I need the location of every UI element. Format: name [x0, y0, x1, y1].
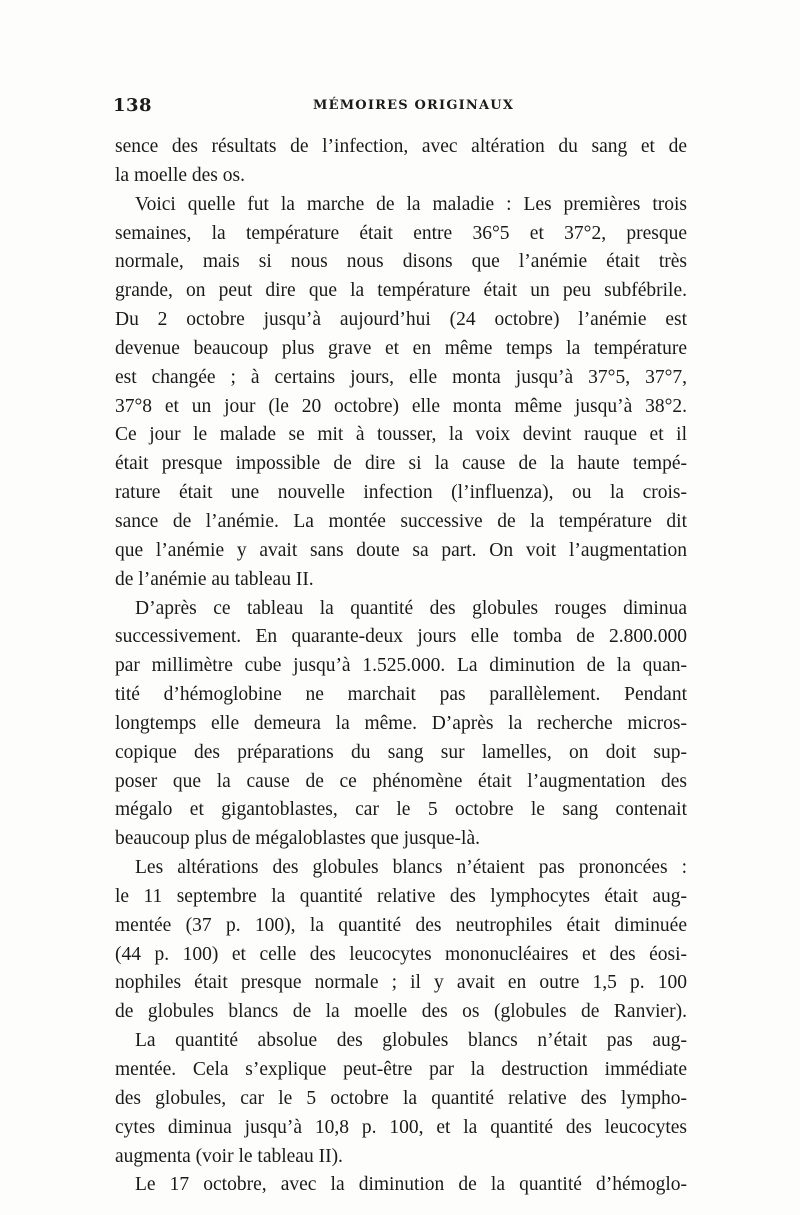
- text-line: La quantité absolue des globules blancs n’était pas aug-: [135, 1030, 687, 1052]
- text-line: de l’anémie au tableau II.: [115, 568, 314, 590]
- text-line: tité d’hémoglobine ne marchait pas parallèlement. Pendant: [115, 684, 687, 706]
- running-head: [113, 95, 693, 121]
- text-line: était presque impossible de dire si la cause de la haute tempé-: [115, 453, 687, 475]
- text-line: longtemps elle demeura la même. D’après la recherche micros-: [115, 712, 687, 734]
- text-line: de globules blancs de la moelle des os (globules de Ranvier).: [115, 1001, 687, 1023]
- text-line: successivement. En quarante-deux jours elle tomba de 2.800.000: [115, 626, 687, 648]
- text-line: semaines, la température était entre 36°5 et 37°2, presque: [115, 222, 687, 244]
- body-text: [115, 133, 687, 1200]
- text-line: la moelle des os.: [115, 164, 245, 186]
- text-line: des globules, car le 5 octobre la quantité relative des lympho-: [115, 1087, 687, 1109]
- text-line: sence des résultats de l’infection, avec altération du sang et de: [115, 136, 687, 157]
- text-line: 37°8 et un jour (le 20 octobre) elle monta même jusqu’à 38°2.: [115, 395, 687, 417]
- text-line: Le 17 octobre, avec la diminution de la quantité d’hémoglo-: [135, 1174, 687, 1196]
- text-line: cytes diminua jusqu’à 10,8 p. 100, et la quantité des leucocytes: [115, 1116, 687, 1138]
- text-line: Du 2 octobre jusqu’à aujourd’hui (24 octobre) l’anémie est: [115, 309, 687, 331]
- text-line: poser que la cause de ce phénomène était l’augmentation des: [115, 770, 687, 792]
- page-number: 138: [113, 95, 153, 116]
- text-line: copique des préparations du sang sur lamelles, on doit sup-: [115, 741, 687, 763]
- text-line: augmenta (voir le tableau II).: [115, 1145, 343, 1167]
- text-line: rature était une nouvelle infection (l’influenza), ou la crois-: [115, 482, 687, 504]
- text-line: par millimètre cube jusqu’à 1.525.000. La diminution de la quan-: [115, 655, 687, 677]
- text-line: mégalo et gigantoblastes, car le 5 octobre le sang contenait: [115, 799, 687, 821]
- text-line: devenue beaucoup plus grave et en même temps la température: [115, 337, 687, 359]
- text-line: le 11 septembre la quantité relative des lymphocytes était aug-: [115, 885, 687, 907]
- text-line: mentée (37 p. 100), la quantité des neutrophiles était diminuée: [115, 914, 687, 936]
- text-line: nophiles était presque normale ; il y avait en outre 1,5 p. 100: [115, 972, 687, 994]
- text-line: beaucoup plus de mégaloblastes que jusque-là.: [115, 828, 480, 850]
- text-line: Voici quelle fut la marche de la maladie : Les premières trois: [135, 193, 687, 215]
- text-line: (44 p. 100) et celle des leucocytes mononucléaires et des éosi-: [115, 943, 687, 965]
- text-line: mentée. Cela s’explique peut-être par la destruction immédiate: [115, 1059, 687, 1080]
- text-line: D’après ce tableau la quantité des globules rouges diminua: [135, 597, 687, 619]
- text-line: Ce jour le malade se mit à tousser, la voix devint rauque et il: [115, 424, 687, 446]
- text-line: grande, on peut dire que la température était un peu subfébrile.: [115, 280, 687, 302]
- text-line: que l’anémie y avait sans doute sa part. On voit l’augmentation: [115, 539, 687, 561]
- text-line: sance de l’anémie. La montée successive de la température dit: [115, 510, 687, 532]
- text-line: est changée ; à certains jours, elle monta jusqu’à 37°5, 37°7,: [115, 366, 687, 388]
- running-title: MÉMOIRES ORIGINAUX: [313, 98, 515, 113]
- text-line: normale, mais si nous nous disons que l’anémie était très: [115, 251, 687, 273]
- text-line: Les altérations des globules blancs n’étaient pas prononcées :: [135, 857, 687, 879]
